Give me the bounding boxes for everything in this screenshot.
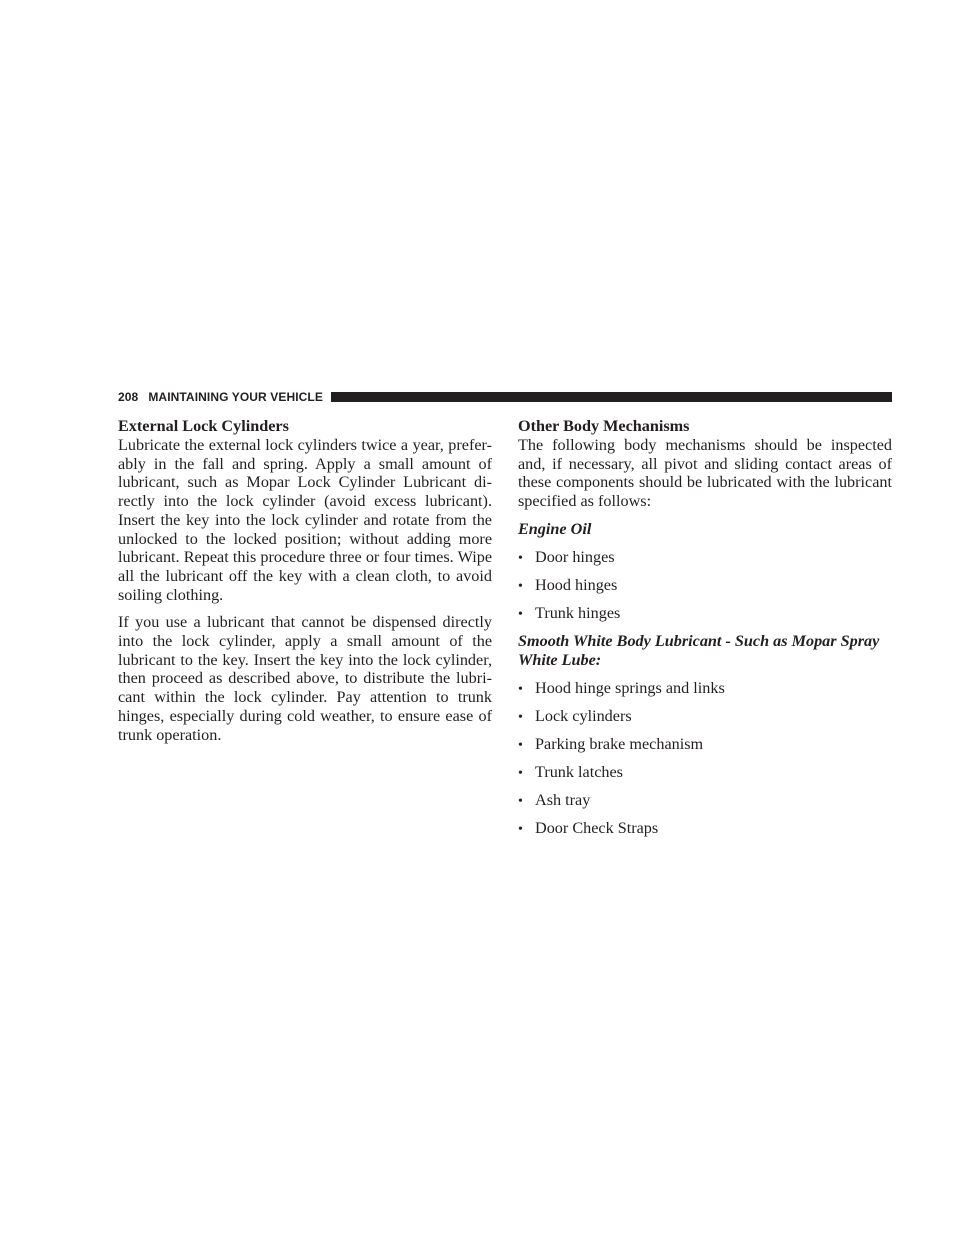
list-item-text: Ash tray: [535, 790, 591, 809]
engine-oil-subheading: Engine Oil: [518, 519, 592, 538]
header-rule: [331, 392, 892, 402]
list-item-text: Lock cylinders: [535, 706, 632, 725]
bullet-icon: •: [518, 709, 523, 725]
external-lock-cylinders-heading: External Lock Cylinders: [118, 417, 289, 435]
bullet-icon: •: [518, 765, 523, 781]
bullet-icon: •: [518, 578, 523, 594]
list-item-text: Door hinges: [535, 547, 615, 566]
list-item-text: Door Check Straps: [535, 818, 659, 837]
right-column: [518, 416, 892, 847]
list-item-text: Hood hinges: [535, 575, 618, 594]
page-number: 208: [118, 390, 139, 404]
bullet-icon: •: [518, 606, 523, 622]
list-item: [518, 604, 892, 632]
list-item: [518, 735, 892, 763]
list-item: [518, 576, 892, 604]
list-item: [518, 763, 892, 791]
list-item: [518, 679, 892, 707]
white-lube-subheading: Smooth White Body Lubricant - Such as Mopar Spray White Lube:: [518, 631, 880, 669]
white-lube-list: [518, 679, 892, 847]
body-mechanisms-intro: The following body mechanisms should be inspected and, if necessary, all pivot and sliding contact areas of these components should be lubricated with the lubricant specified as follows:: [518, 436, 892, 511]
list-item-text: Parking brake mechanism: [535, 734, 704, 753]
section-title: MAINTAINING YOUR VEHICLE: [148, 390, 323, 404]
list-item-text: Trunk latches: [535, 762, 623, 781]
bullet-icon: •: [518, 821, 523, 837]
paragraph-lubricant-on-key: If you use a lubricant that cannot be dispensed directly into the lock cylinder, apply a small amount of the lubricant to the key. Insert the key into the lock cylinder, then proceed as described above, to distribute the lubri-cant within the lock cylinder. Pay attention to trunk hinges, especially during cold weather, to ensure ease of trunk operation.: [118, 613, 492, 744]
left-column: [118, 416, 492, 744]
page-header: [118, 389, 892, 405]
list-item: [518, 819, 892, 847]
bullet-icon: •: [518, 550, 523, 566]
list-item-text: Hood hinge springs and links: [535, 678, 725, 697]
list-item: [518, 791, 892, 819]
paragraph-lubricate-cylinders: Lubricate the external lock cylinders twice a year, prefer-ably in the fall and spring. Apply a small amount of lubricant, such as Mopar Lock Cylinder Lubricant di-rectly into the lock cylinder (avoid excess lubricant). Insert the key into the lock cylinder and rotate from the unlocked to the locked position; without adding more lubricant. Repeat this procedure three or four times. Wipe all the lubricant off the key with a clean cloth, to avoid soiling clothing.: [118, 436, 492, 604]
list-item: [518, 548, 892, 576]
engine-oil-list: [518, 548, 892, 632]
list-item-text: Trunk hinges: [535, 603, 621, 622]
bullet-icon: •: [518, 737, 523, 753]
bullet-icon: •: [518, 793, 523, 809]
other-body-mechanisms-heading: Other Body Mechanisms: [518, 417, 690, 435]
bullet-icon: •: [518, 681, 523, 697]
list-item: [518, 707, 892, 735]
